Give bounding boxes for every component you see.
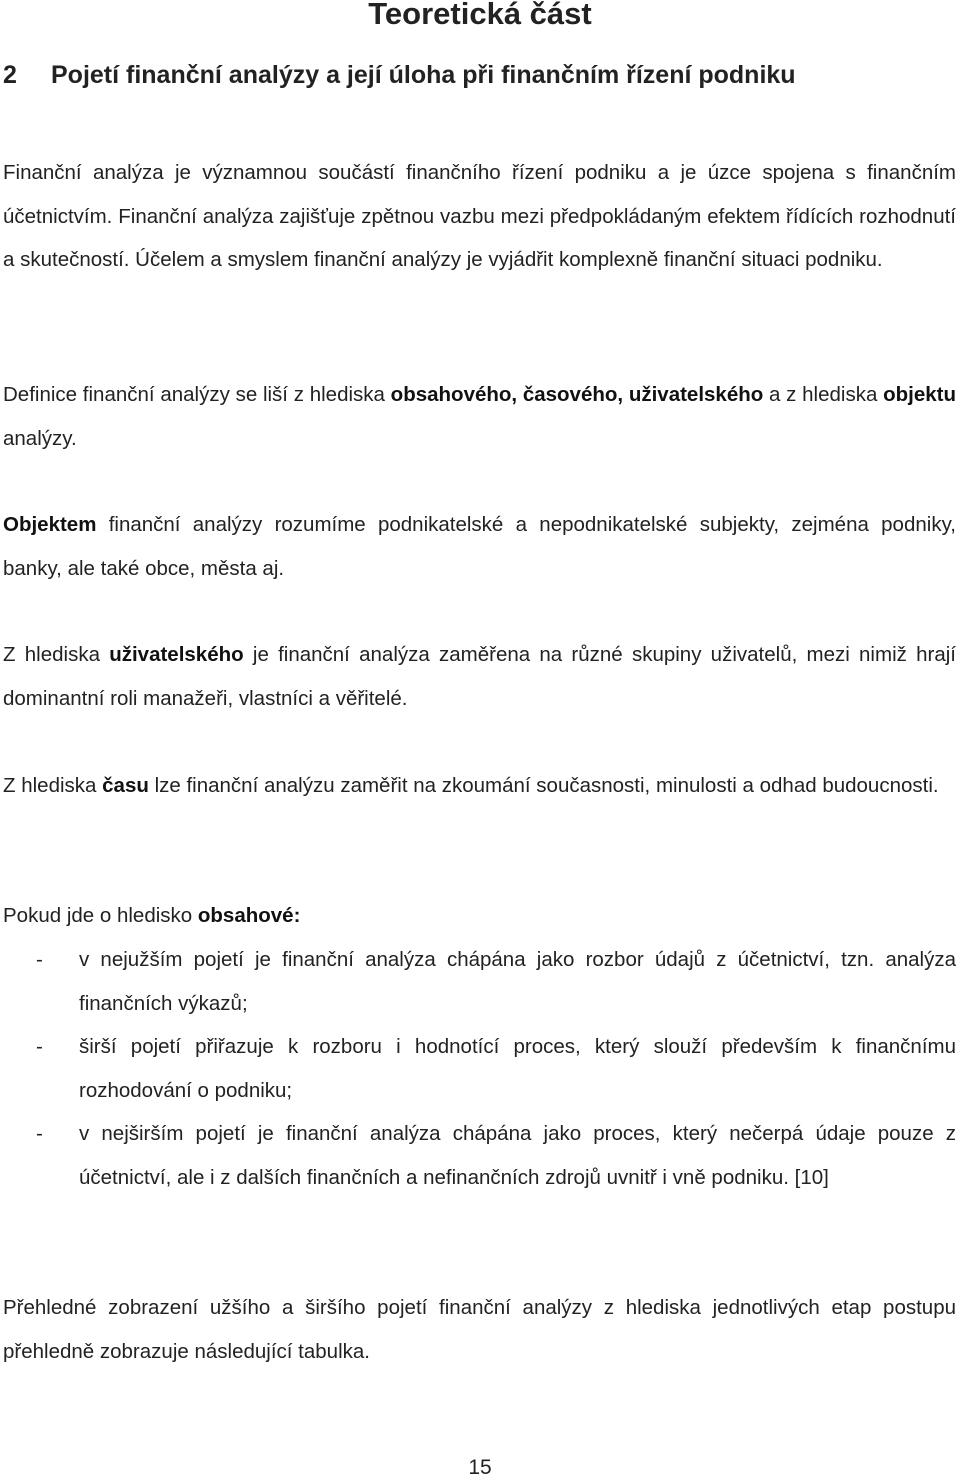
text-span: je finanční analýza zaměřena na různé skupiny uživatelů, mezi nimiž hrají dominantní roli manažeři, vlastníci a věřitelé. (3, 643, 956, 710)
list-item-text: širší pojetí přiřazuje k rozboru i hodnotící proces, který slouží především k finančnímu rozhodování o podniku; (79, 1035, 956, 1102)
chapter-heading (3, 55, 796, 95)
list-item (3, 938, 956, 1025)
page-number: 15 (468, 1456, 492, 1479)
bold-span: obsahového, časového, uživatelského (390, 383, 764, 406)
paragraph-content (3, 894, 956, 938)
part-title: Teoretická část (368, 0, 592, 31)
bold-span: obsahové: (197, 904, 301, 927)
text-span: a z hlediska (763, 383, 884, 406)
list-item (3, 1112, 956, 1199)
text-span: finanční analýzy rozumíme podnikatelské a nepodnikatelské subjekty, zejména podniky, banky, ale také obce, města aj. (3, 513, 956, 580)
text-span: Z hlediska (3, 774, 103, 797)
paragraph-object (3, 503, 956, 590)
text-span: Definice finanční analýzy se liší z hlediska (3, 383, 391, 406)
list-dash: - (36, 948, 43, 971)
bold-span: objektu (883, 383, 956, 406)
text-span: analýzy. (3, 426, 77, 450)
list-item-text: v nejširším pojetí je finanční analýza chápána jako proces, který nečerpá údaje pouze z účetnictví, ale i z dalších finančních a nefinančních zdrojů uvnitř i vně podniku. [10] (79, 1122, 956, 1189)
paragraph-definition (3, 373, 956, 460)
list-item-text: v nejužším pojetí je finanční analýza chápána jako rozbor údajů z účetnictví, tzn. analýza finančních výkazů; (79, 948, 956, 1015)
paragraph-intro: Finanční analýza je významnou součástí finančního řízení podniku a je úzce spojena s finančním účetnictvím. Finanční analýza zajišťuje zpětnou vazbu mezi předpokládaným efektem řídících rozhodnutí a skutečností. Účelem a smyslem finanční analýzy je vyjádřit komplexně finanční situaci podniku. (3, 161, 956, 271)
bold-span: času (102, 774, 149, 797)
list-dash: - (36, 1122, 43, 1145)
paragraph-time (3, 764, 956, 808)
chapter-number: 2 (3, 61, 17, 89)
bold-span: uživatelského (109, 643, 244, 666)
list-dash: - (36, 1035, 43, 1058)
text-span: Z hlediska (3, 643, 110, 666)
text-span: Pokud jde o hledisko (3, 904, 198, 927)
paragraph-overview: Přehledné zobrazení užšího a širšího pojetí finanční analýzy z hlediska jednotlivých etap postupu přehledně zobrazuje následující tabulka. (3, 1296, 956, 1363)
paragraph-user (3, 633, 956, 720)
chapter-title: Pojetí finanční analýzy a její úloha při finančním řízení podniku (51, 61, 796, 89)
text-span: lze finanční analýzu zaměřit na zkoumání současnosti, minulosti a odhad budoucnosti. (148, 774, 939, 797)
bold-span: Objektem (3, 513, 97, 536)
list-item (3, 1025, 956, 1112)
